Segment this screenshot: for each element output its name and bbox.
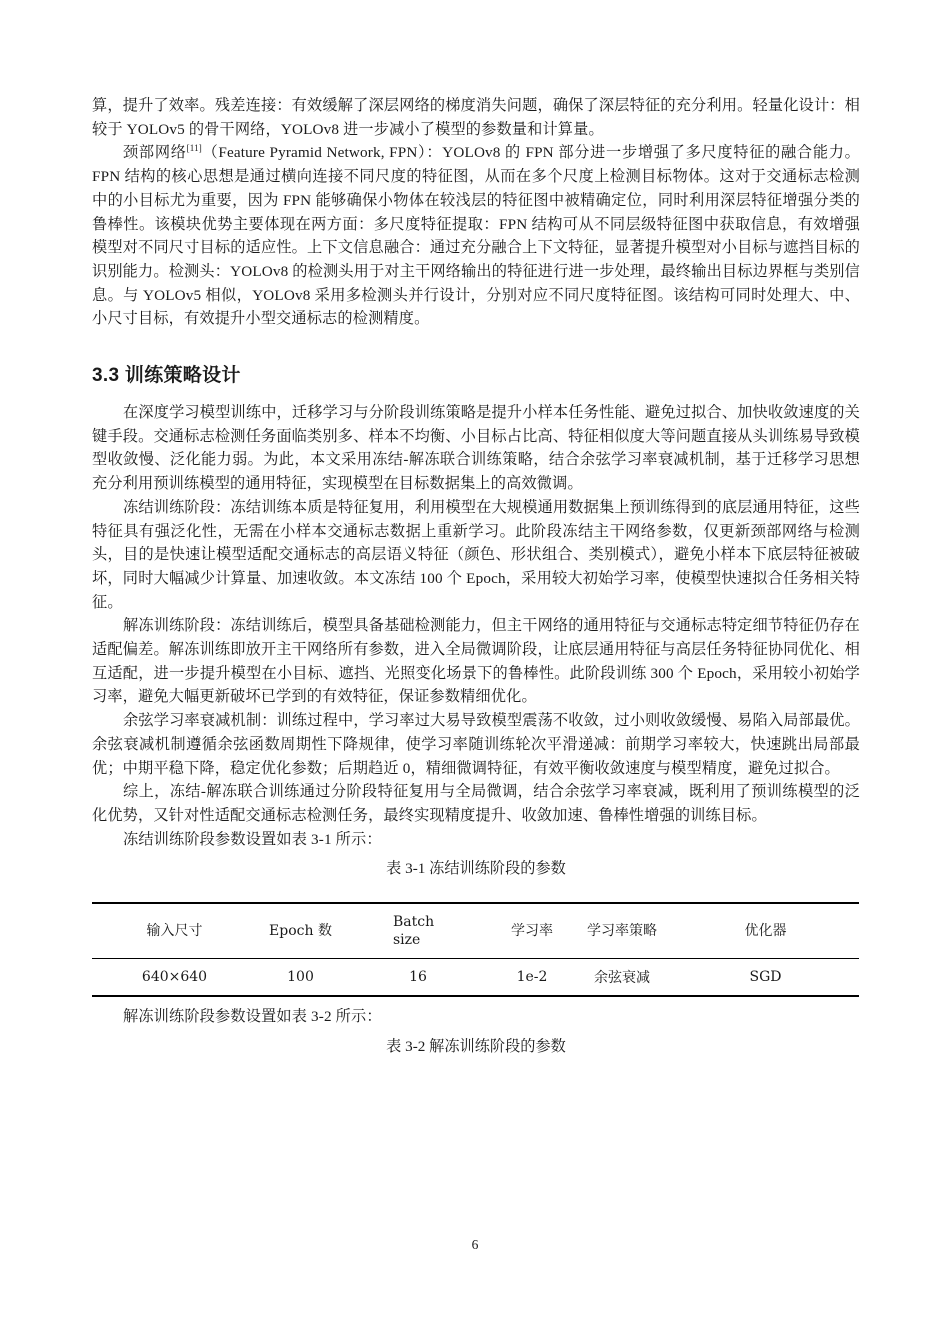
header-learning-rate: 学习率 bbox=[511, 923, 553, 940]
header-lr-strategy: 学习率策略 bbox=[587, 923, 657, 940]
neck-body-text: （Feature Pyramid Network, FPN）：YOLOv8 的 FPN 部分进一步增强了多尺度特征的融合能力。FPN 结构的核心思想是通过横向连接不同尺度的特征图，从而在多个尺度上检测目标物体。这对于交通标志检测中的小目标尤为重要，因为 FPN 能够确保小物体在较浅层的特征图中被精确定位，同时利用深层特征增强分类的鲁棒性。该模块优势主要体现在两方面：多尺度特征提取：FPN 结构可从不同层级特征图中获取信息，有效增强模型对不同尺寸目标的适应性。上下文信息融合：通过充分融合上下文特征，显著提升模型对小目标与遮挡目标的识别能力。检测头：YOLOv8 的检测头用于对主干网络输出的特征进行进一步处理，最终输出目标边界框与类别信息。与 YOLOv5 相似，YOLOv8 采用多检测头并行设计，分别对应不同尺度特征图。该结构可同时处理大、中、小尺寸目标，有效提升小型交通标志的检测精度。 bbox=[92, 144, 860, 328]
cell-batch-size: 16 bbox=[409, 969, 427, 986]
paragraph-backbone-end: 算，提升了效率。残差连接：有效缓解了深层网络的梯度消失问题，确保了深层特征的充分利用。轻量化设计：相较于 YOLOv5 的骨干网络，YOLOv8 进一步减小了模型的参数量和计算量。 bbox=[92, 97, 860, 138]
paragraph-training-intro: 在深度学习模型训练中，迁移学习与分阶段训练策略是提升小样本任务性能、避免过拟合、加快收敛速度的关键手段。交通标志检测任务面临类别多、样本不均衡、小目标占比高、特征相似度大等问题直接从头训练易导致模型收敛慢、泛化能力弱。为此，本文采用冻结-解冻联合训练策略，结合余弦学习率衰减机制，基于迁移学习思想充分利用预训练模型的通用特征，实现模型在目标数据集上的高效微调。 bbox=[92, 404, 860, 493]
cell-lr-strategy: 余弦衰减 bbox=[594, 970, 650, 987]
header-input-size: 输入尺寸 bbox=[146, 923, 203, 940]
paragraph-table2-intro: 解冻训练阶段参数设置如表 3-2 所示： bbox=[123, 1008, 382, 1026]
page-number: 6 bbox=[471, 1237, 479, 1252]
document-page bbox=[92, 94, 860, 1058]
neck-lead-text: 颈部网络 bbox=[123, 144, 187, 162]
table1-caption: 表 3-1 冻结训练阶段的参数 bbox=[386, 860, 566, 878]
paragraph-summary: 综上，冻结-解冻联合训练通过分阶段特征复用与全局微调，结合余弦学习率衰减，既利用了预训练模型的泛化优势，又针对性适配交通标志检测任务，最终实现精度提升、收敛加速、鲁棒性增强的训练目标。 bbox=[92, 783, 860, 824]
freeze-params-table bbox=[92, 902, 859, 997]
batch-size-text: Batch size bbox=[393, 914, 435, 949]
paragraph-neck-network bbox=[92, 141, 860, 331]
cell-epoch: 100 bbox=[287, 969, 314, 986]
header-epoch: Epoch 数 bbox=[269, 923, 332, 940]
header-optimizer: 优化器 bbox=[744, 923, 787, 940]
table1-container bbox=[92, 902, 860, 997]
citation-ref: [11] bbox=[186, 143, 202, 154]
table-row bbox=[92, 959, 859, 997]
section-heading: 3.3 训练策略设计 bbox=[92, 365, 241, 387]
header-batch-size bbox=[344, 903, 492, 959]
paragraph-cosine-lr: 余弦学习率衰减机制：训练过程中，学习率过大易导致模型震荡不收敛，过小则收敛缓慢、易陷入局部最优。余弦衰减机制遵循余弦函数周期性下降规律，使学习率随训练轮次平滑递减：前期学习率较大，快速跳出局部最优；中期平稳下降，稳定优化参数；后期趋近 0，精细微调特征，有效平衡收敛速度与模型精度，避免过拟合。 bbox=[92, 712, 860, 777]
cell-input-size: 640×640 bbox=[141, 969, 208, 986]
table-header-row bbox=[92, 903, 859, 959]
cell-optimizer: SGD bbox=[749, 969, 782, 986]
paragraph-table1-intro: 冻结训练阶段参数设置如表 3-1 所示： bbox=[123, 830, 382, 848]
cell-learning-rate: 1e-2 bbox=[516, 969, 548, 986]
table2-caption: 表 3-2 解冻训练阶段的参数 bbox=[386, 1038, 566, 1056]
paragraph-unfreeze-stage: 解冻训练阶段：冻结训练后，模型具备基础检测能力，但主干网络的通用特征与交通标志特定细节特征仍存在适配偏差。解冻训练即放开主干网络所有参数，进入全局微调阶段，让底层通用特征与高层任务特征协同优化、相互适配，进一步提升模型在小目标、遮挡、光照变化场景下的鲁棒性。此阶段训练 300 个 Epoch，采用较小初始学习率，避免大幅更新破坏已学到的有效特征，保证参数精细优化。 bbox=[92, 617, 860, 706]
paragraph-freeze-stage: 冻结训练阶段：冻结训练本质是特征复用，利用模型在大规模通用数据集上预训练得到的底层通用特征，这些特征具有强泛化性，无需在小样本交通标志数据上重新学习。此阶段冻结主干网络参数，仅更新颈部网络与检测头，目的是快速让模型适配交通标志的高层语义特征（颜色、形状组合、类别模式），避免小样本下底层特征被破坏，同时大幅减少计算量、加速收敛。本文冻结 100 个 Epoch，采用较大初始学习率，使模型快速拟合任务相关特征。 bbox=[92, 498, 860, 611]
